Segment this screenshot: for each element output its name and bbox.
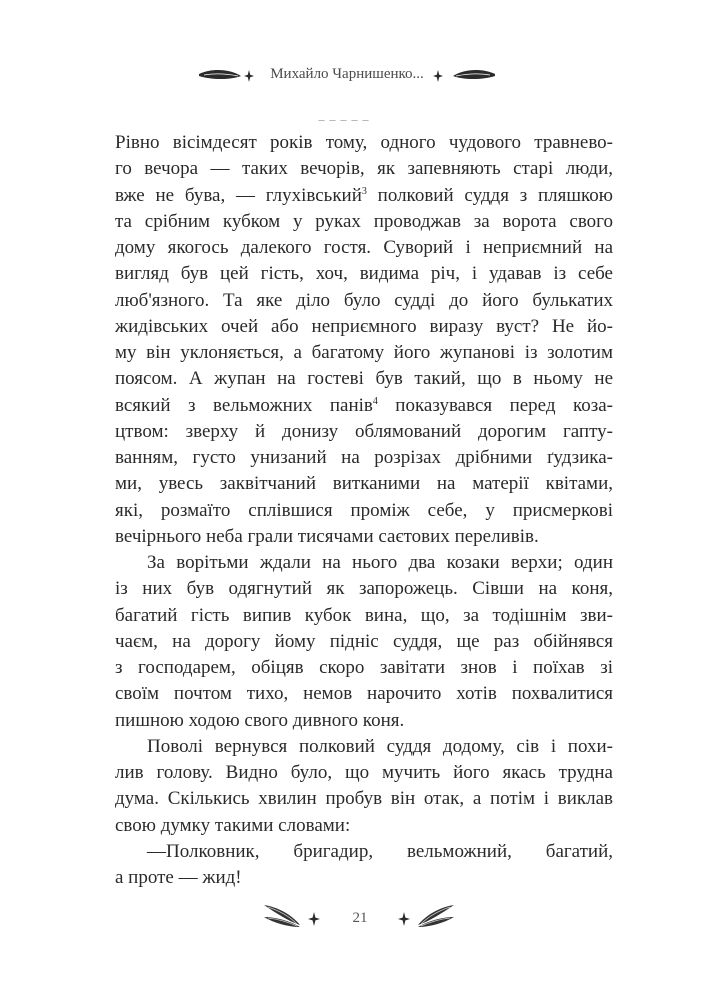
- text-line: чаєм, на дорогу йому підніс суддя, ще раз обійнявся: [115, 630, 613, 652]
- text-fragment: всякий з вельможних панів: [115, 394, 373, 416]
- text-line: з господарем, обіцяв скоро завітати знов і поїхав зі: [115, 657, 613, 678]
- footnote-ref-3[interactable]: 3: [361, 185, 367, 197]
- text-fragment: показувався перед коза-: [377, 394, 613, 416]
- text-line: ванням, густо унизаний на розрізах дрібними ґудзика-: [115, 447, 613, 468]
- text-line: люб'язного. Та яке діло було судді до його булькатих: [115, 289, 613, 311]
- text-line: За ворітьми ждали на нього два козаки верхи; один: [147, 552, 613, 573]
- four-point-star-icon: [308, 912, 320, 931]
- four-point-star-icon: [244, 69, 254, 87]
- leaf-ornament-icon: [262, 903, 302, 934]
- text-line: [115, 183, 613, 209]
- text-line: та срібним кубком у руках проводжав за ворота свого: [115, 210, 613, 232]
- text-line: дому якогось далекого гостя. Суворий і неприємний на: [115, 237, 613, 258]
- page-footer: [0, 903, 728, 933]
- text-line: ми, увесь заквітчаний витканими на матерії квітами,: [115, 473, 613, 495]
- text-line: вечірнього неба грали тисячами саєтових переливів.: [115, 525, 539, 547]
- text-line: пишною ходою свого дивного коня.: [115, 709, 405, 731]
- text-line: які, розмаїто сплівшися проміж себе, у присмеркові: [115, 499, 613, 521]
- four-point-star-icon: [398, 912, 410, 931]
- text-line: Рівно вісімдесят років тому, одного чудового травнево-: [115, 132, 613, 153]
- text-line: цтвом: зверху й донизу облямований дорогим гапту-: [115, 420, 613, 442]
- text-fragment: вже не бува, — глухівський: [115, 184, 362, 206]
- text-line: му він уклоняється, а багатому його жупанові із золотим: [115, 342, 613, 363]
- text-line: —Полковник, бригадир, вельможний, багатий,: [147, 840, 613, 862]
- footnote-ref-4[interactable]: 4: [372, 395, 378, 407]
- leaf-ornament-icon: [416, 903, 456, 934]
- text-line: вигляд був цей гість, хоч, видима річ, і удавав із себе: [115, 263, 613, 285]
- text-line: поясом. А жупан на гостеві був такий, що в ньому не: [115, 368, 613, 390]
- body-text: [115, 130, 613, 891]
- text-line: го вечора — таких вечорів, як запевняють старі люди,: [115, 158, 613, 180]
- leaf-ornament-icon: [198, 68, 242, 87]
- text-line: із них був одягнутий як запорожець. Сівши на коня,: [115, 578, 613, 600]
- text-line: жидівських очей або неприємного виразу вуст? Не йо-: [115, 315, 613, 337]
- text-line: а проте — жид!: [115, 867, 242, 888]
- running-title: Михайло Чарнишенко...: [270, 66, 424, 82]
- text-line: лив голову. Видно було, що мучить його якась трудна: [115, 762, 613, 783]
- section-separator: _ _ _ _ _: [318, 108, 370, 122]
- running-header: [0, 62, 728, 88]
- text-line: багатий гість випив кубок вина, що, за тодішнім зви-: [115, 604, 613, 626]
- text-line: [115, 393, 613, 419]
- text-line: своїм почтом тихо, немов нарочито хотів похвалитися: [115, 683, 613, 705]
- text-line: дума. Скількись хвилин пробув він отак, а потім і виклав: [115, 788, 613, 810]
- text-line: Поволі вернувся полковий суддя додому, сів і похи-: [147, 735, 613, 757]
- page-number: 21: [352, 910, 368, 926]
- text-fragment: полковий суддя з пляшкою: [366, 184, 613, 206]
- text-line: свою думку такими словами:: [115, 814, 351, 836]
- leaf-ornament-icon: [452, 68, 496, 87]
- four-point-star-icon: [433, 69, 443, 87]
